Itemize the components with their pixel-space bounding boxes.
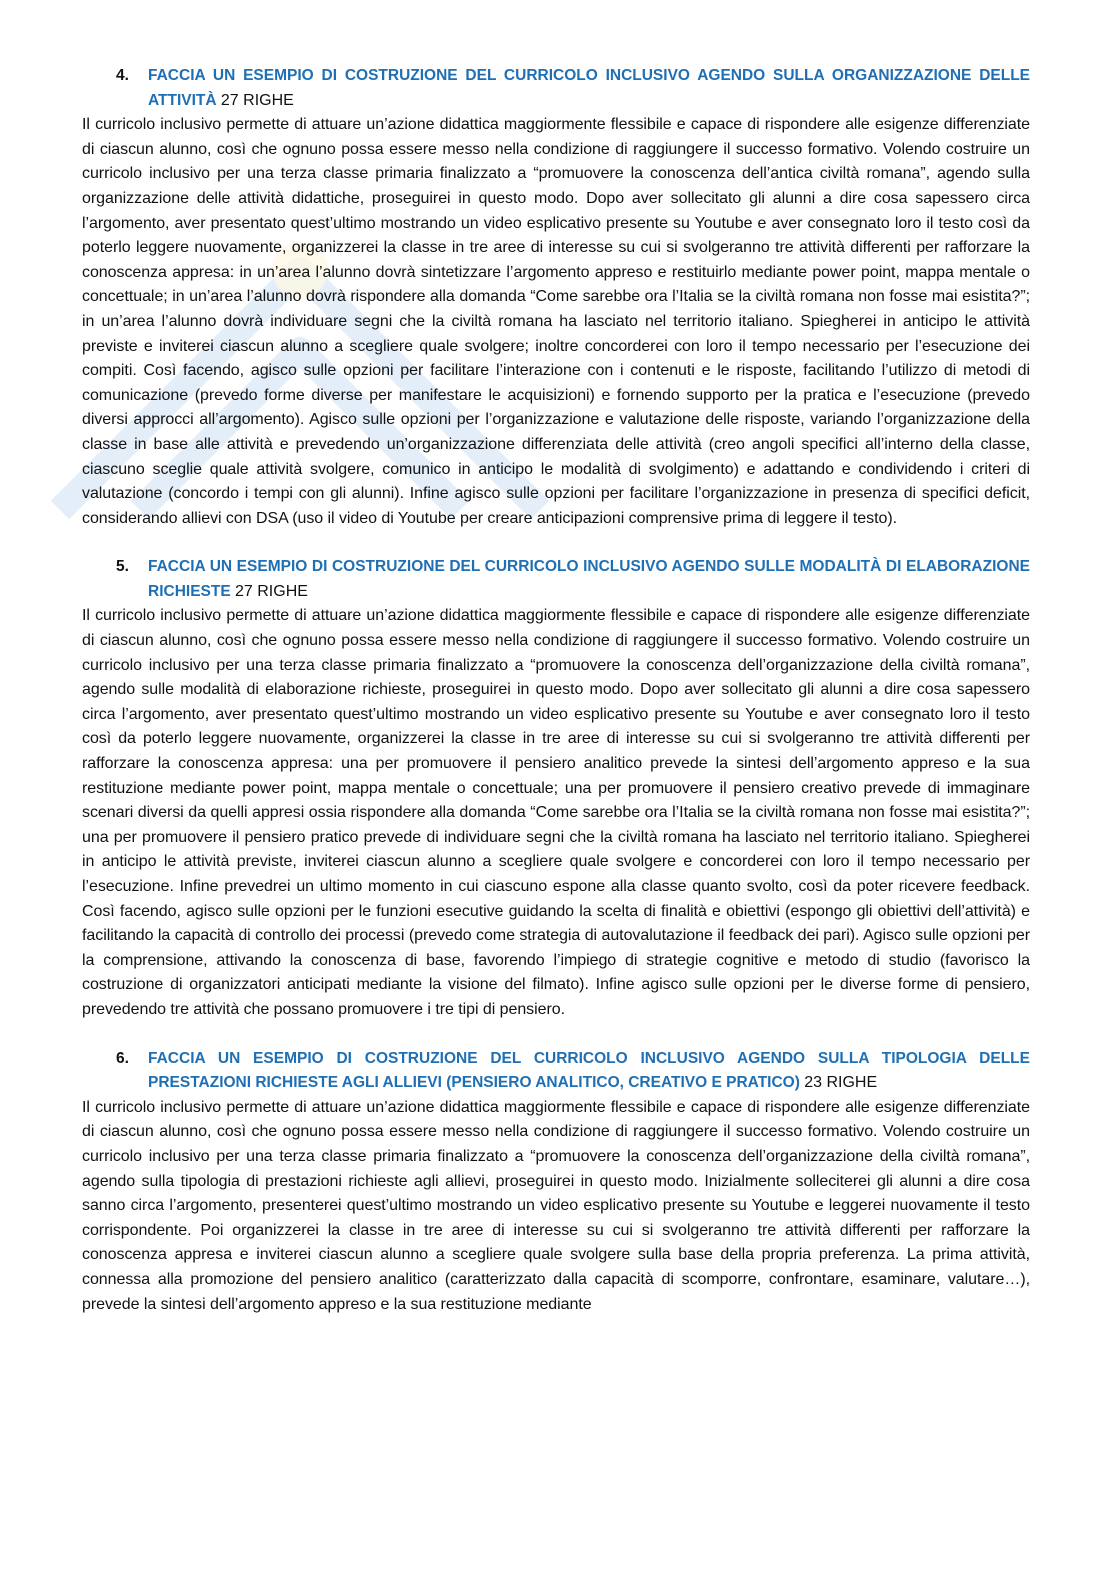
section-body: Il curricolo inclusivo permette di attuare un’azione didattica maggiormente flessibile e capace di rispondere alle esigenze differenziate di ciascun alunno, così che ognuno possa essere messo nella condizione di raggiungere il successo formativo. Volendo costruire un curricolo inclusivo per una terza classe primaria finalizzato a “promuovere la conoscenza dell’organizzazione della civiltà romana”, agendo sulla tipologia di prestazioni richieste agli allievi, proseguirei in questo modo. Inizialmente solleciterei gli alunni a dire cosa sanno circa l’argomento, presenterei quest’ultimo mostrando un video esplicativo presente su Youtube e leggerei nuovamente il testo corrispondente. Poi organizzerei la classe in tre aree di interesse su cui si svolgeranno tre attività differenti per rafforzare la conoscenza appresa e inviterei ciascun alunno a scegliere quale svolgere sulla base della propria preferenza. La prima attività, connessa alla promozione del pensiero analitico (caratterizzato dalla capacità di scomporre, confrontare, esaminare, valutare…), prevede la sintesi dell’argomento appreso e la sua restituzione mediante: [82, 1098, 1030, 1313]
document-content: [82, 64, 1030, 1341]
section-heading: [82, 555, 1030, 604]
section-4: [82, 64, 1030, 531]
line-count: 27 RIGHE: [220, 91, 294, 109]
section-5: [82, 555, 1030, 1022]
section-number: 6.: [116, 1049, 129, 1067]
section-body: Il curricolo inclusivo permette di attuare un’azione didattica maggiormente flessibile e capace di rispondere alle esigenze differenziate di ciascun alunno, così che ognuno possa essere messo nella condizione di raggiungere il successo formativo. Volendo costruire un curricolo inclusivo per una terza classe primaria finalizzato a “promuovere la conoscenza dell’organizzazione della civiltà romana”, agendo sulle modalità di elaborazione richieste, proseguirei in questo modo. Dopo aver sollecitato gli alunni a dire cosa sapessero circa l’argomento, aver presentato quest’ultimo mostrando un video esplicativo presente su Youtube e aver consegnato loro il testo così da poterlo leggere nuovamente, organizzerei la classe in tre aree di interesse su cui si svolgeranno tre attività differenti per rafforzare la conoscenza appresa: una per promuovere il pensiero analitico prevede la sintesi dell’argomento appreso e la sua restituzione mediante power point, mappa mentale o concettuale; una per promuovere il pensiero creativo prevede di immaginare scenari diversi da quelli appresi ossia rispondere alla domanda “Come sarebbe ora l’Italia se la civiltà romana non fosse mai esistita?”; una per promuovere il pensiero pratico prevede di individuare segni che la civiltà romana ha lasciato nel territorio italiano. Spiegherei in anticipo le attività previste, inviterei ciascun alunno a scegliere quale svolgere e concorderei con loro il tempo necessario per l’esecuzione. Infine prevedrei un ultimo momento in cui ciascuno espone alla classe quanto svolto, così da poter ricevere feedback. Così facendo, agisco sulle opzioni per le funzioni esecutive guidando la scelta di finalità e obiettivi (espongo gli obiettivi dell’attività) e facilitando la capacità di controllo dei processi (prevedo come strategia di autovalutazione il feedback dei pari). Agisco sulle opzioni per la comprensione, attivando la conoscenza di base, favorendo l’impiego di strategie cognitive e metodo di studio (favorisco la costruzione di organizzatori anticipati mediante la visione del filmato). Infine agisco sulle opzioni per le diverse forme di pensiero, prevedendo tre attività che possano promuovere i tre tipi di pensiero.: [82, 607, 1030, 1018]
section-heading: [82, 64, 1030, 113]
section-title: FACCIA UN ESEMPIO DI COSTRUZIONE DEL CURRICOLO INCLUSIVO AGENDO SULLA ORGANIZZAZIONE DELLE ATTIVITÀ: [148, 67, 1030, 109]
line-count: 23 RIGHE: [804, 1074, 878, 1092]
section-number: 4.: [116, 67, 129, 84]
section-title: FACCIA UN ESEMPIO DI COSTRUZIONE DEL CURRICOLO INCLUSIVO AGENDO SULLE MODALITÀ DI ELABORAZIONE RICHIESTE: [148, 558, 1030, 600]
section-heading: [82, 1047, 1030, 1096]
section-6: [82, 1047, 1030, 1318]
line-count: 27 RIGHE: [235, 582, 308, 600]
section-body: Il curricolo inclusivo permette di attuare un’azione didattica maggiormente flessibile e capace di rispondere alle esigenze differenziate di ciascun alunno, così che ognuno possa essere messo nella condizione di raggiungere il successo formativo. Volendo costruire un curricolo inclusivo per una terza classe primaria finalizzato a “promuovere la conoscenza dell’antica civiltà romana”, agendo sulla organizzazione delle attività didattiche, proseguirei in questo modo. Dopo aver sollecitato gli alunni a dire cosa sapessero circa l’argomento, aver presentato quest’ultimo mostrando un video esplicativo presente su Youtube e aver consegnato loro il testo così da poterlo leggere nuovamente, organizzerei la classe in tre aree di interesse su cui si svolgeranno tre attività differenti per rafforzare la conoscenza appresa: in un’area l’alunno dovrà sintetizzare l’argomento appreso e restituirlo mediante power point, mappa mentale o concettuale; in un’area l’alunno dovrà rispondere alla domanda “Come sarebbe ora l’Italia se la civiltà romana non fosse mai esistita?”; in un’area l’alunno dovrà individuare segni che la civiltà romana ha lasciato nel territorio italiano. Spiegherei in anticipo le attività previste e inviterei ciascun alunno a scegliere quale svolgere; inoltre concorderei con loro il tempo necessario per l’esecuzione dei compiti. Così facendo, agisco sulle opzioni per facilitare l’interazione con i contenuti e le risposte, facilitando l’utilizzo di metodi di comunicazione (prevedo forme diverse per manifestare le acquisizioni) e fornendo supporto per la pratica e l’esecuzione (prevedo diversi approcci all’argomento). Agisco sulle opzioni per l’organizzazione e valutazione delle risposte, variando l’organizzazione della classe in base alle attività e prevedendo un’organizzazione differenziata delle attività (creo angoli specifici all’interno della classe, ciascuno sceglie quale attività svolgere, comunico in anticipo le modalità di svolgimento) e adattando e condividendo i criteri di valutazione (concordo i tempi con gli alunni). Infine agisco sulle opzioni per facilitare l’organizzazione in presenza di specifici deficit, considerando allievi con DSA (uso il video di Youtube per creare anticipazioni comprensive prima di leggere il testo).: [82, 116, 1030, 527]
section-title: FACCIA UN ESEMPIO DI COSTRUZIONE DEL CURRICOLO INCLUSIVO AGENDO SULLA TIPOLOGIA DELLE PRESTAZIONI RICHIESTE AGLI ALLIEVI (PENSIERO ANALITICO, CREATIVO E PRATICO): [148, 1049, 1030, 1092]
section-number: 5.: [116, 558, 129, 576]
